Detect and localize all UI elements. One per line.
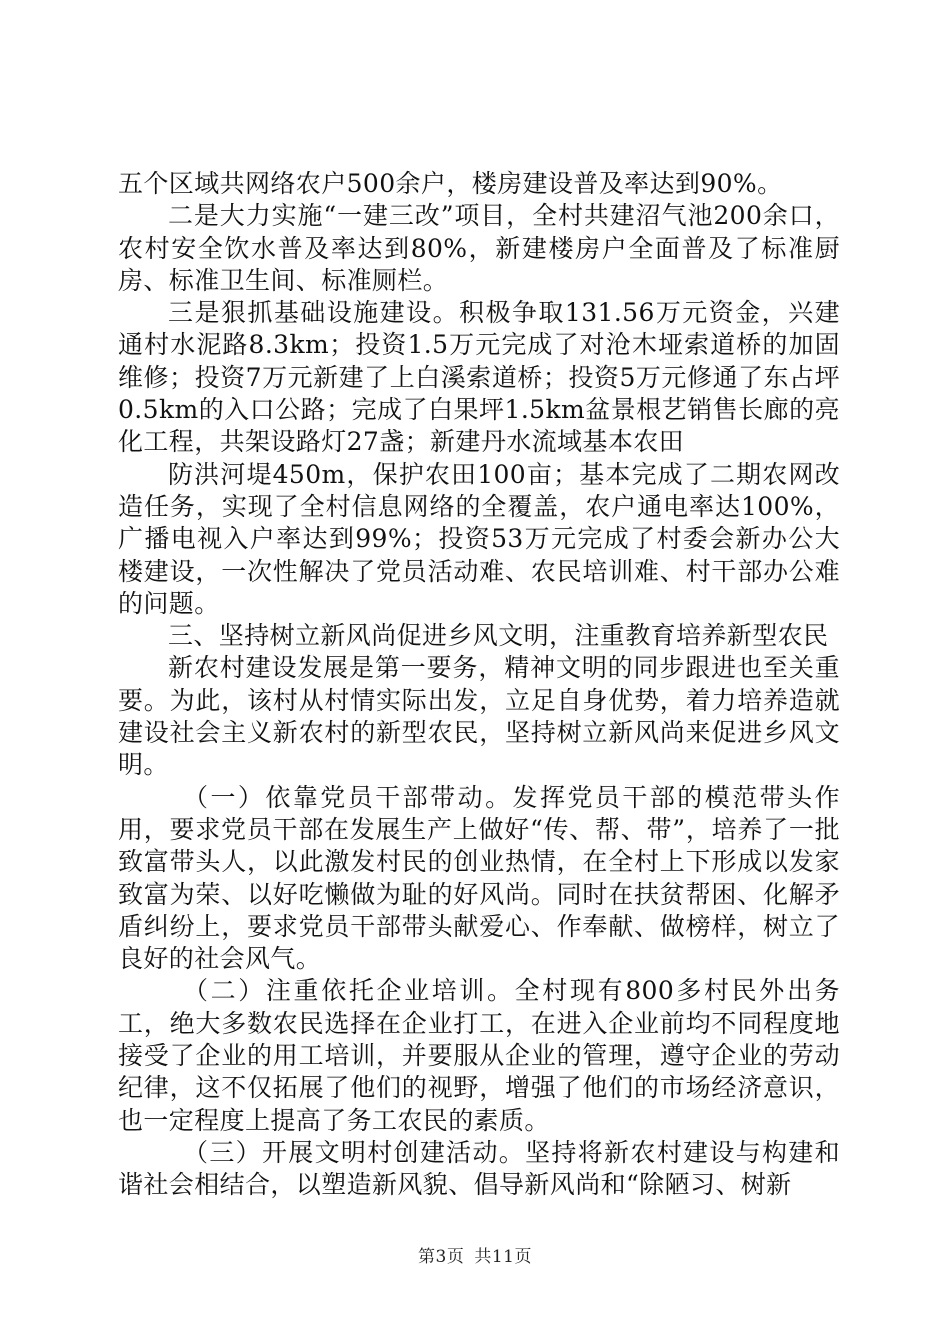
paragraph-party-members: （一）依靠党员干部带动。发挥党员干部的模范带头作用，要求党员干部在发展生产上做好“传、帮、带”，培养了一批致富带头人，以此激发村民的创业热情，在全村上下形成以发家致富为荣、以好吃懒做为耻的好风尚。同时在扶贫帮困、化解矛盾纠纷上，要求党员干部带头献爱心、作奉献、做榜样，树立了良好的社会风气。 bbox=[118, 782, 840, 974]
page-footer bbox=[0, 1242, 950, 1267]
document-body bbox=[118, 168, 840, 1202]
paragraph-flood-levee: 防洪河堤450m，保护农田100亩；基本完成了二期农网改造任务，实现了全村信息网络的全覆盖，农户通电率达100%，广播电视入户率达到99%；投资53万元完成了村委会新办公大楼建设，一次性解决了党员活动难、农民培训难、村干部办公难的问题。 bbox=[118, 459, 840, 618]
paragraph-enterprise-training: （二）注重依托企业培训。全村现有800多村民外出务工，绝大多数农民选择在企业打工，在进入企业前均不同程度地接受了企业的用工培训，并要服从企业的管理，遵守企业的劳动纪律，这不仅拓展了他们的视野，增强了他们的市场经济意识，也一定程度上提高了务工农民的素质。 bbox=[118, 976, 840, 1135]
paragraph-one-build-three-reform: 二是大力实施“一建三改”项目，全村共建沼气池200余口，农村安全饮水普及率达到80%，新建楼房户全面普及了标准厨房、标准卫生间、标准厕栏。 bbox=[118, 201, 840, 295]
paragraph-new-farmers: 新农村建设发展是第一要务，精神文明的同步跟进也至关重要。为此，该村从村情实际出发，立足自身优势，着力培养造就建设社会主义新农村的新型农民，坚持树立新风尚来促进乡风文明。 bbox=[118, 653, 840, 780]
paragraph-civilized-village: （三）开展文明村创建活动。坚持将新农村建设与构建和谐社会相结合，以塑造新风貌、倡导新风尚和“除陋习、树新 bbox=[118, 1137, 840, 1200]
page-number-total: 共11页 bbox=[474, 1247, 532, 1267]
page-number-current: 第3页 bbox=[418, 1247, 465, 1267]
section-heading-three: 三、坚持树立新风尚促进乡风文明，注重教育培养新型农民 bbox=[168, 621, 829, 651]
paragraph-continuation: 五个区域共网络农户500余户，楼房建设普及率达到90%。 bbox=[118, 169, 783, 198]
paragraph-infrastructure: 三是狠抓基础设施建设。积极争取131.56万元资金，兴建通村水泥路8.3km；投资1.5万元完成了对沧木垭索道桥的加固维修；投资7万元新建了上白溪索道桥；投资5万元修通了东占坪0.5km的入口公路；完成了白果坪1.5km盆景根艺销售长廊的亮化工程，共架设路灯27盏；新建丹水流域基本农田 bbox=[118, 298, 840, 457]
